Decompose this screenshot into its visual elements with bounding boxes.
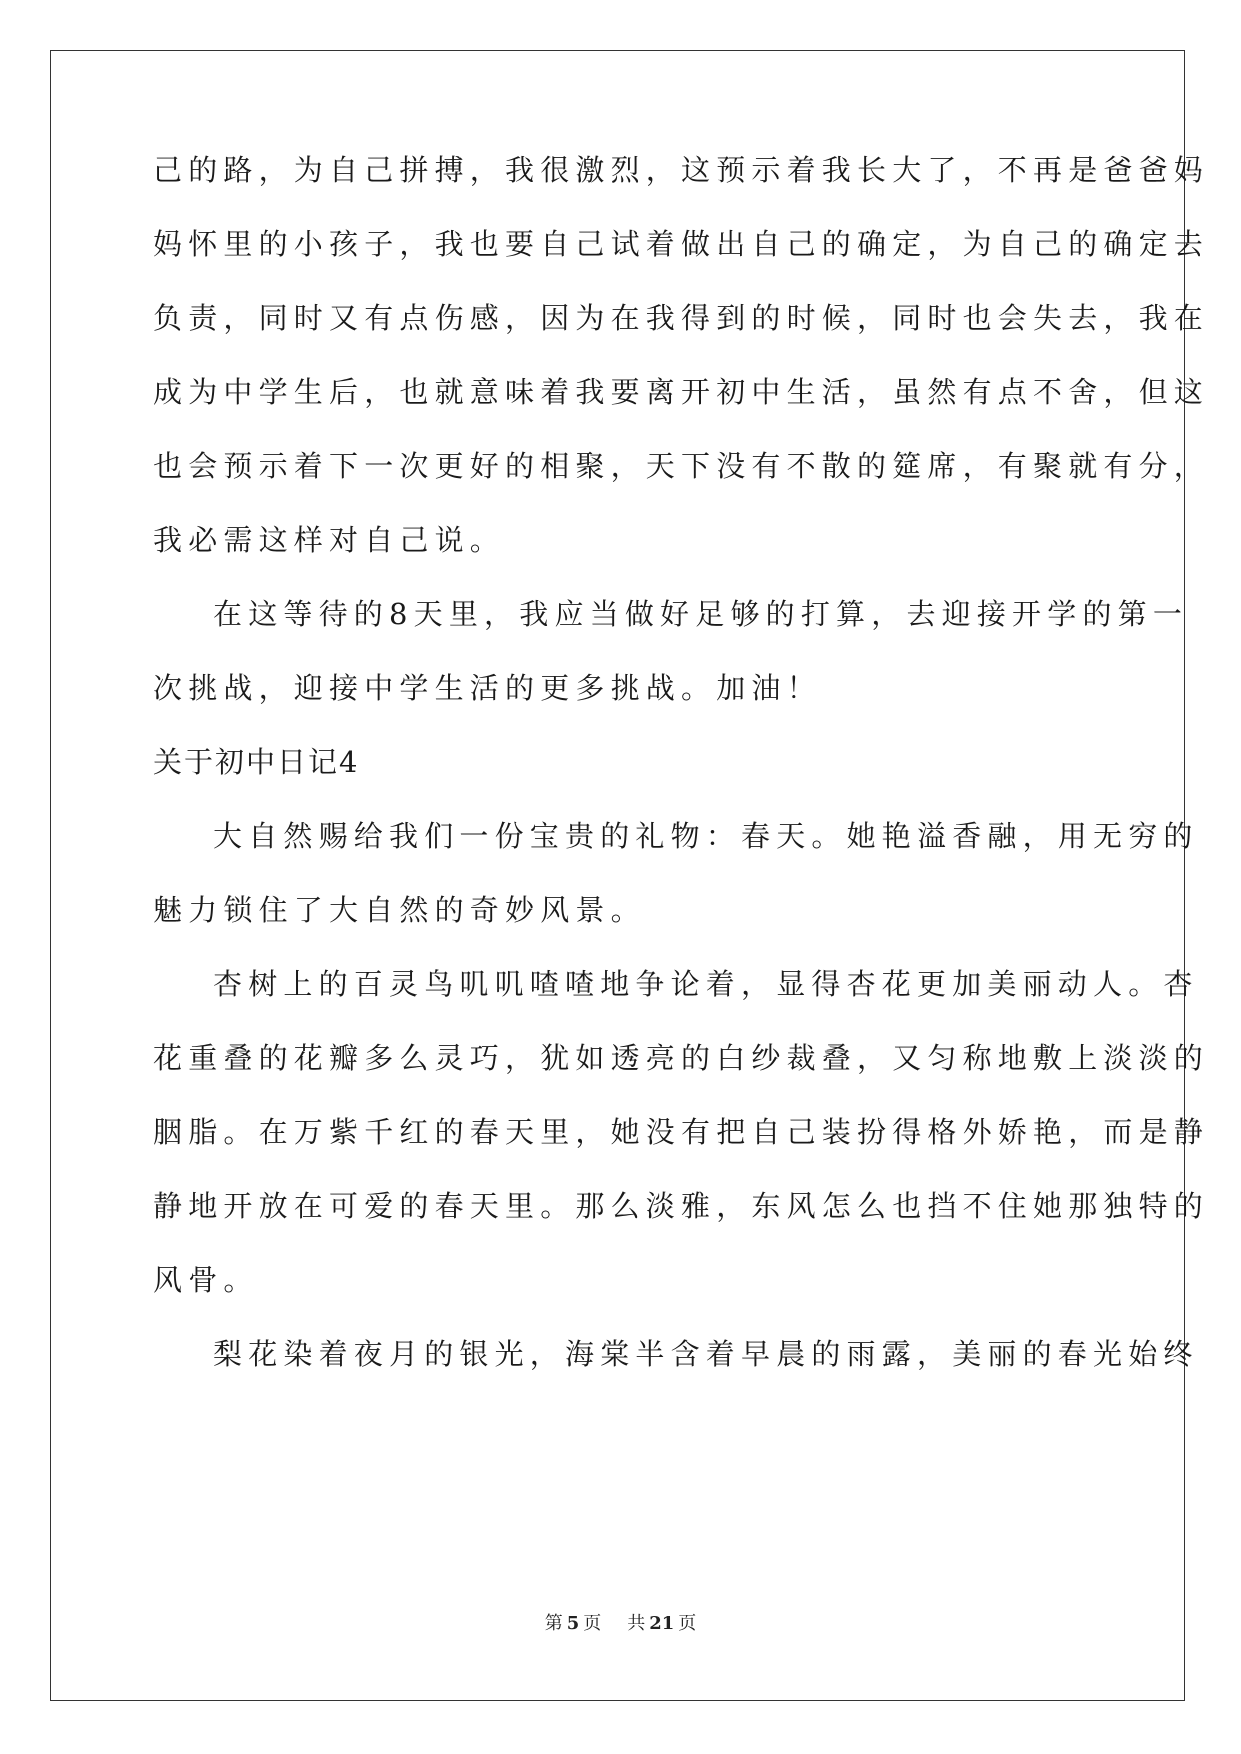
text-line: 魅力锁住了大自然的奇妙风景。 xyxy=(153,893,646,927)
paragraph-start-line: 杏树上的百灵鸟叽叽喳喳地争论着，显得杏花更加美丽动人。杏 xyxy=(213,967,1199,1001)
page-number: 5 xyxy=(566,1613,580,1634)
text-line: 我必需这样对自己说。 xyxy=(153,523,506,557)
page-suffix: 页 xyxy=(583,1613,602,1634)
page-footer xyxy=(0,1612,1241,1636)
paragraph-start-line: 梨花染着夜月的银光，海棠半含着早晨的雨露，美丽的春光始终 xyxy=(213,1337,1199,1371)
page-prefix: 第 xyxy=(544,1613,563,1634)
total-suffix: 页 xyxy=(678,1613,697,1634)
text-line: 风骨。 xyxy=(153,1263,259,1297)
text-line: 妈怀里的小孩子，我也要自己试着做出自己的确定，为自己的确定去 xyxy=(153,227,1210,261)
text-line: 也会预示着下一次更好的相聚，天下没有不散的筵席，有聚就有分， xyxy=(153,449,1210,483)
text-line: 成为中学生后，也就意味着我要离开初中生活，虽然有点不舍，但这 xyxy=(153,375,1210,409)
text-line: 负责，同时又有点伤感，因为在我得到的时候，同时也会失去，我在 xyxy=(153,301,1210,335)
total-pages: 21 xyxy=(649,1613,675,1634)
total-prefix: 共 xyxy=(627,1613,646,1634)
paragraph-start-line: 大自然赐给我们一份宝贵的礼物：春天。她艳溢香融，用无穷的 xyxy=(213,819,1199,853)
text-line: 次挑战，迎接中学生活的更多挑战。加油！ xyxy=(153,671,822,705)
text-line: 花重叠的花瓣多么灵巧，犹如透亮的白纱裁叠，又匀称地敷上淡淡的 xyxy=(153,1041,1210,1075)
section-heading: 关于初中日记4 xyxy=(153,745,360,779)
paragraph-start-line: 在这等待的8天里，我应当做好足够的打算，去迎接开学的第一 xyxy=(213,597,1189,631)
text-line: 胭脂。在万紫千红的春天里，她没有把自己装扮得格外娇艳，而是静 xyxy=(153,1115,1210,1149)
text-line: 静地开放在可爱的春天里。那么淡雅，东风怎么也挡不住她那独特的 xyxy=(153,1189,1210,1223)
text-line: 己的路，为自己拼搏，我很激烈，这预示着我长大了，不再是爸爸妈 xyxy=(153,153,1210,187)
